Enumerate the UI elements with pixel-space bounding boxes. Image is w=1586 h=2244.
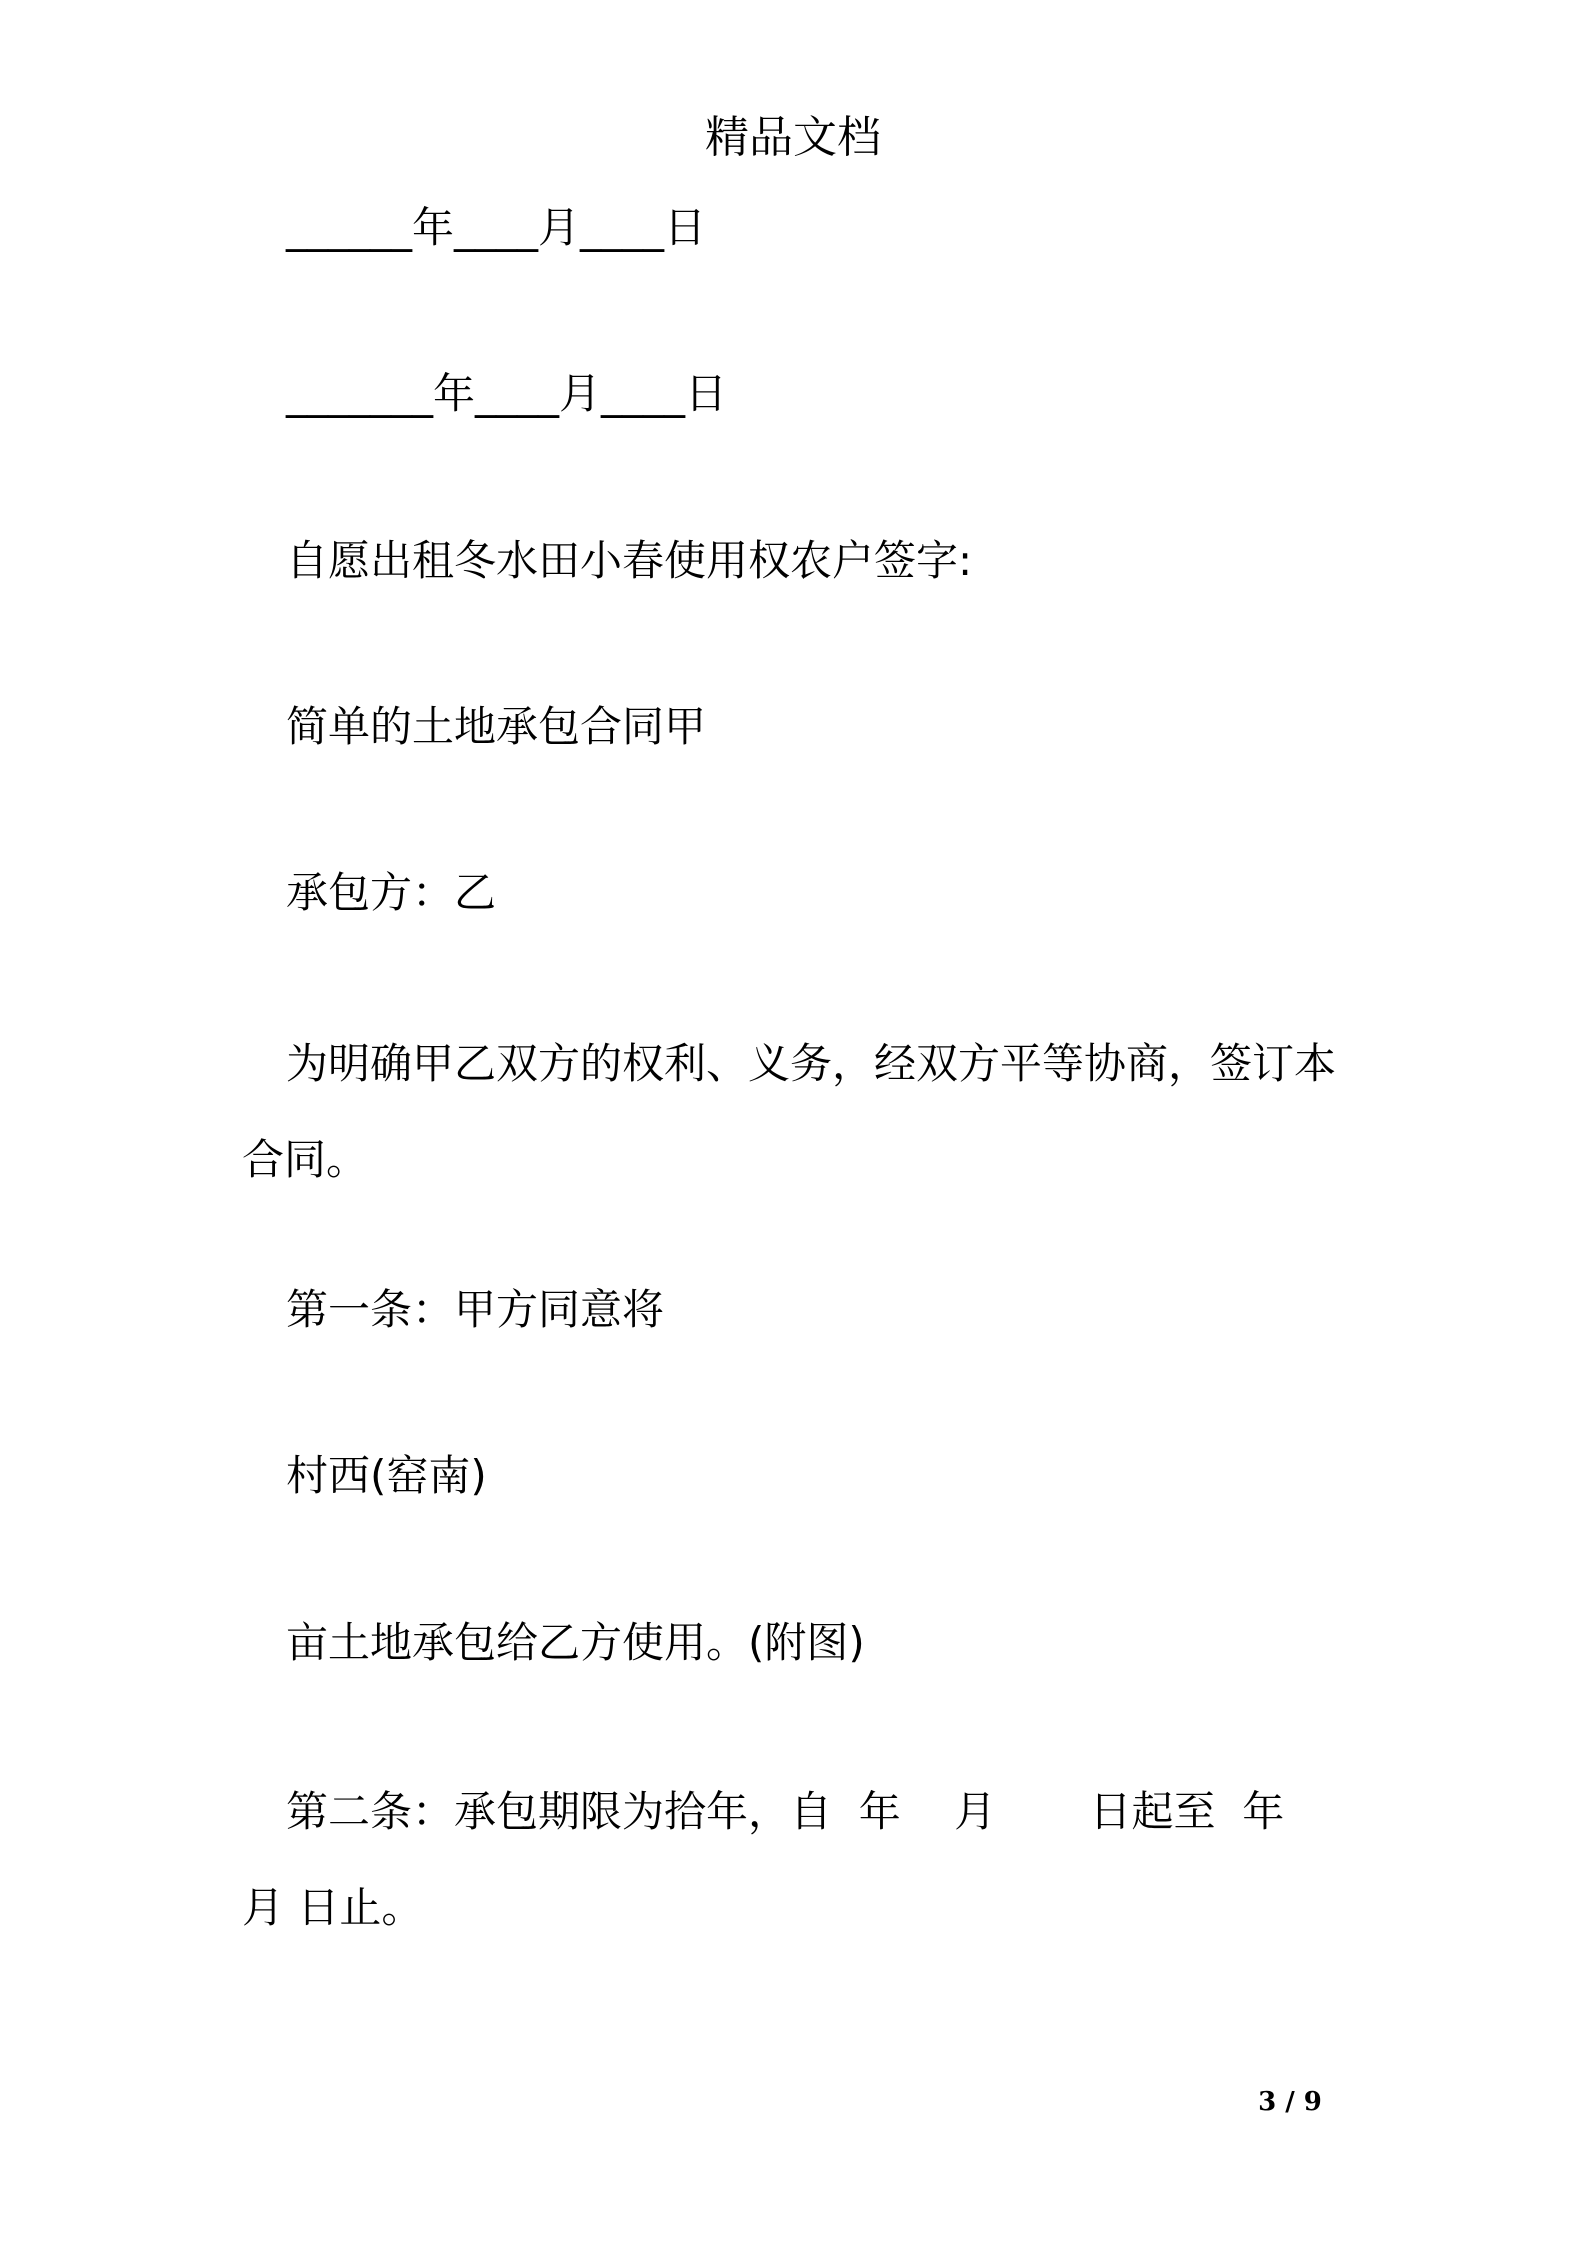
article-1-line-a: 第一条：甲方同意将 [286, 1285, 665, 1334]
signature-label: 自愿出租冬水田小春使用权农户签字: [286, 536, 973, 585]
page-header: 精品文档 [705, 112, 881, 163]
purpose-paragraph: 为明确甲乙双方的权利、义务，经双方平等协商，签订本合同。 [242, 1039, 1337, 1184]
date-line-1: ______年____月____日 [286, 203, 707, 252]
article-1-line-b: 村西(窑南) [286, 1451, 487, 1500]
contractor-line: 承包方：乙 [286, 868, 497, 917]
page-number: 3 / 9 [1258, 2087, 1322, 2117]
article-2-paragraph: 第二条：承包期限为拾年，自 年 月 日起至 年 月 日止。 [242, 1787, 1338, 1932]
date-line-2: _______年____月____日 [286, 369, 728, 418]
contract-title: 简单的土地承包合同甲 [286, 702, 707, 751]
article-1-line-c: 亩土地承包给乙方使用。(附图) [286, 1618, 865, 1667]
